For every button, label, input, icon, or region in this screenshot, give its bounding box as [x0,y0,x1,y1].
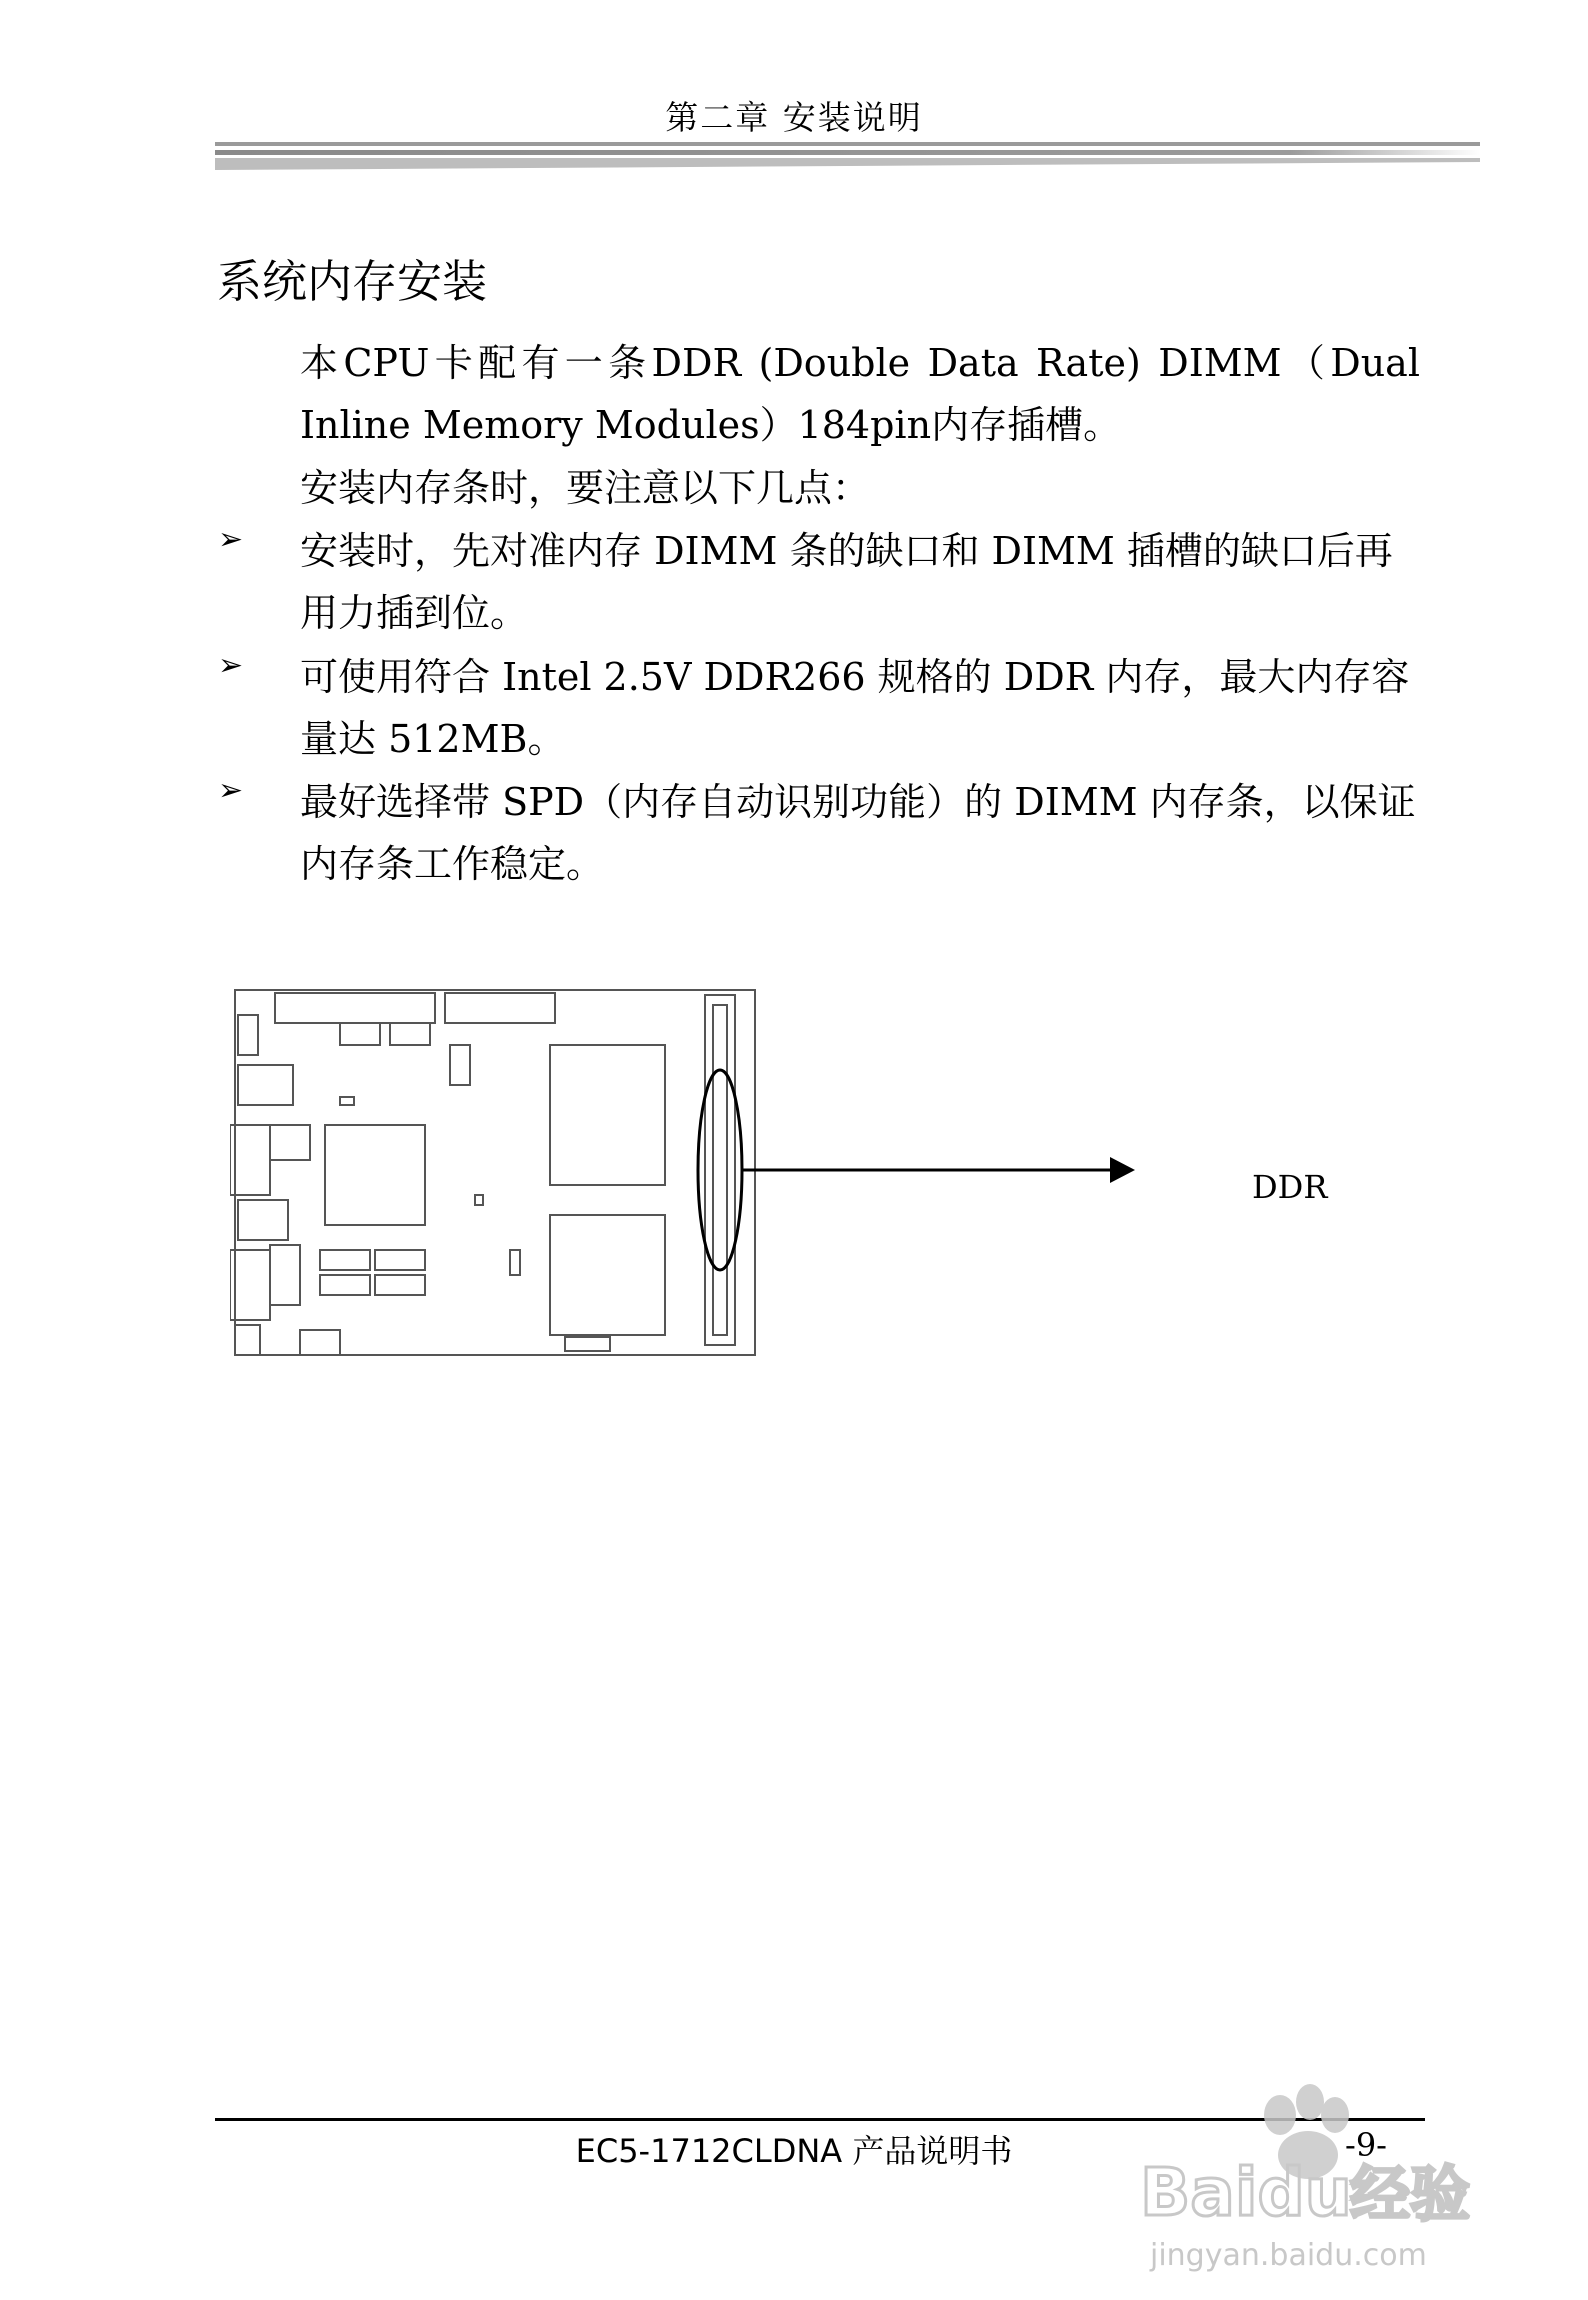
ddr-callout-label: DDR [1252,1168,1328,1206]
header-rule [215,140,1480,180]
bullet-item: 最好选择带 SPD（内存自动识别功能）的 DIMM 内存条，以保证内存条工作稳定。 [300,780,1416,886]
board-diagram [230,985,1350,1365]
footer-title: EC5-1712CLDNA 产品说明书 [575,2132,1013,2170]
bullet-item: 可使用符合 Intel 2.5V DDR266 规格的 DDR 内存，最大内存容量达 512MB。 [300,655,1410,761]
chipset [325,1125,425,1225]
watermark-brand: Baidu [1140,2154,1352,2231]
intro-paragraph: 本CPU卡配有一条DDR (Double Data Rate) DIMM（Dual Inline Memory Modules）184pin内存插槽。 [300,341,1420,447]
note-heading: 安装内存条时，要注意以下几点： [300,466,871,510]
dimm-slot [705,995,735,1345]
bullet-item: 安装时，先对准内存 DIMM 条的缺口和 DIMM 插槽的缺口后再用力插到位。 [300,529,1393,635]
board-outline [235,990,755,1355]
watermark-url: jingyan.baidu.com [1150,2238,1427,2273]
section-title: 系统内存安装 [217,255,488,308]
chip-area [550,1215,665,1335]
cpu-area [550,1045,665,1185]
baidu-jingyan-watermark [1130,2060,1510,2290]
bullet-arrow-icon: ➢ [218,648,244,683]
bullet-arrow-icon: ➢ [218,773,244,808]
page-number: -9- [1345,2126,1387,2164]
running-header: 第二章 安装说明 [665,98,923,137]
bullet-arrow-icon: ➢ [218,522,244,557]
callout-arrowhead-icon [1110,1157,1135,1183]
watermark-brand-cn: 经验 [1350,2160,1470,2230]
